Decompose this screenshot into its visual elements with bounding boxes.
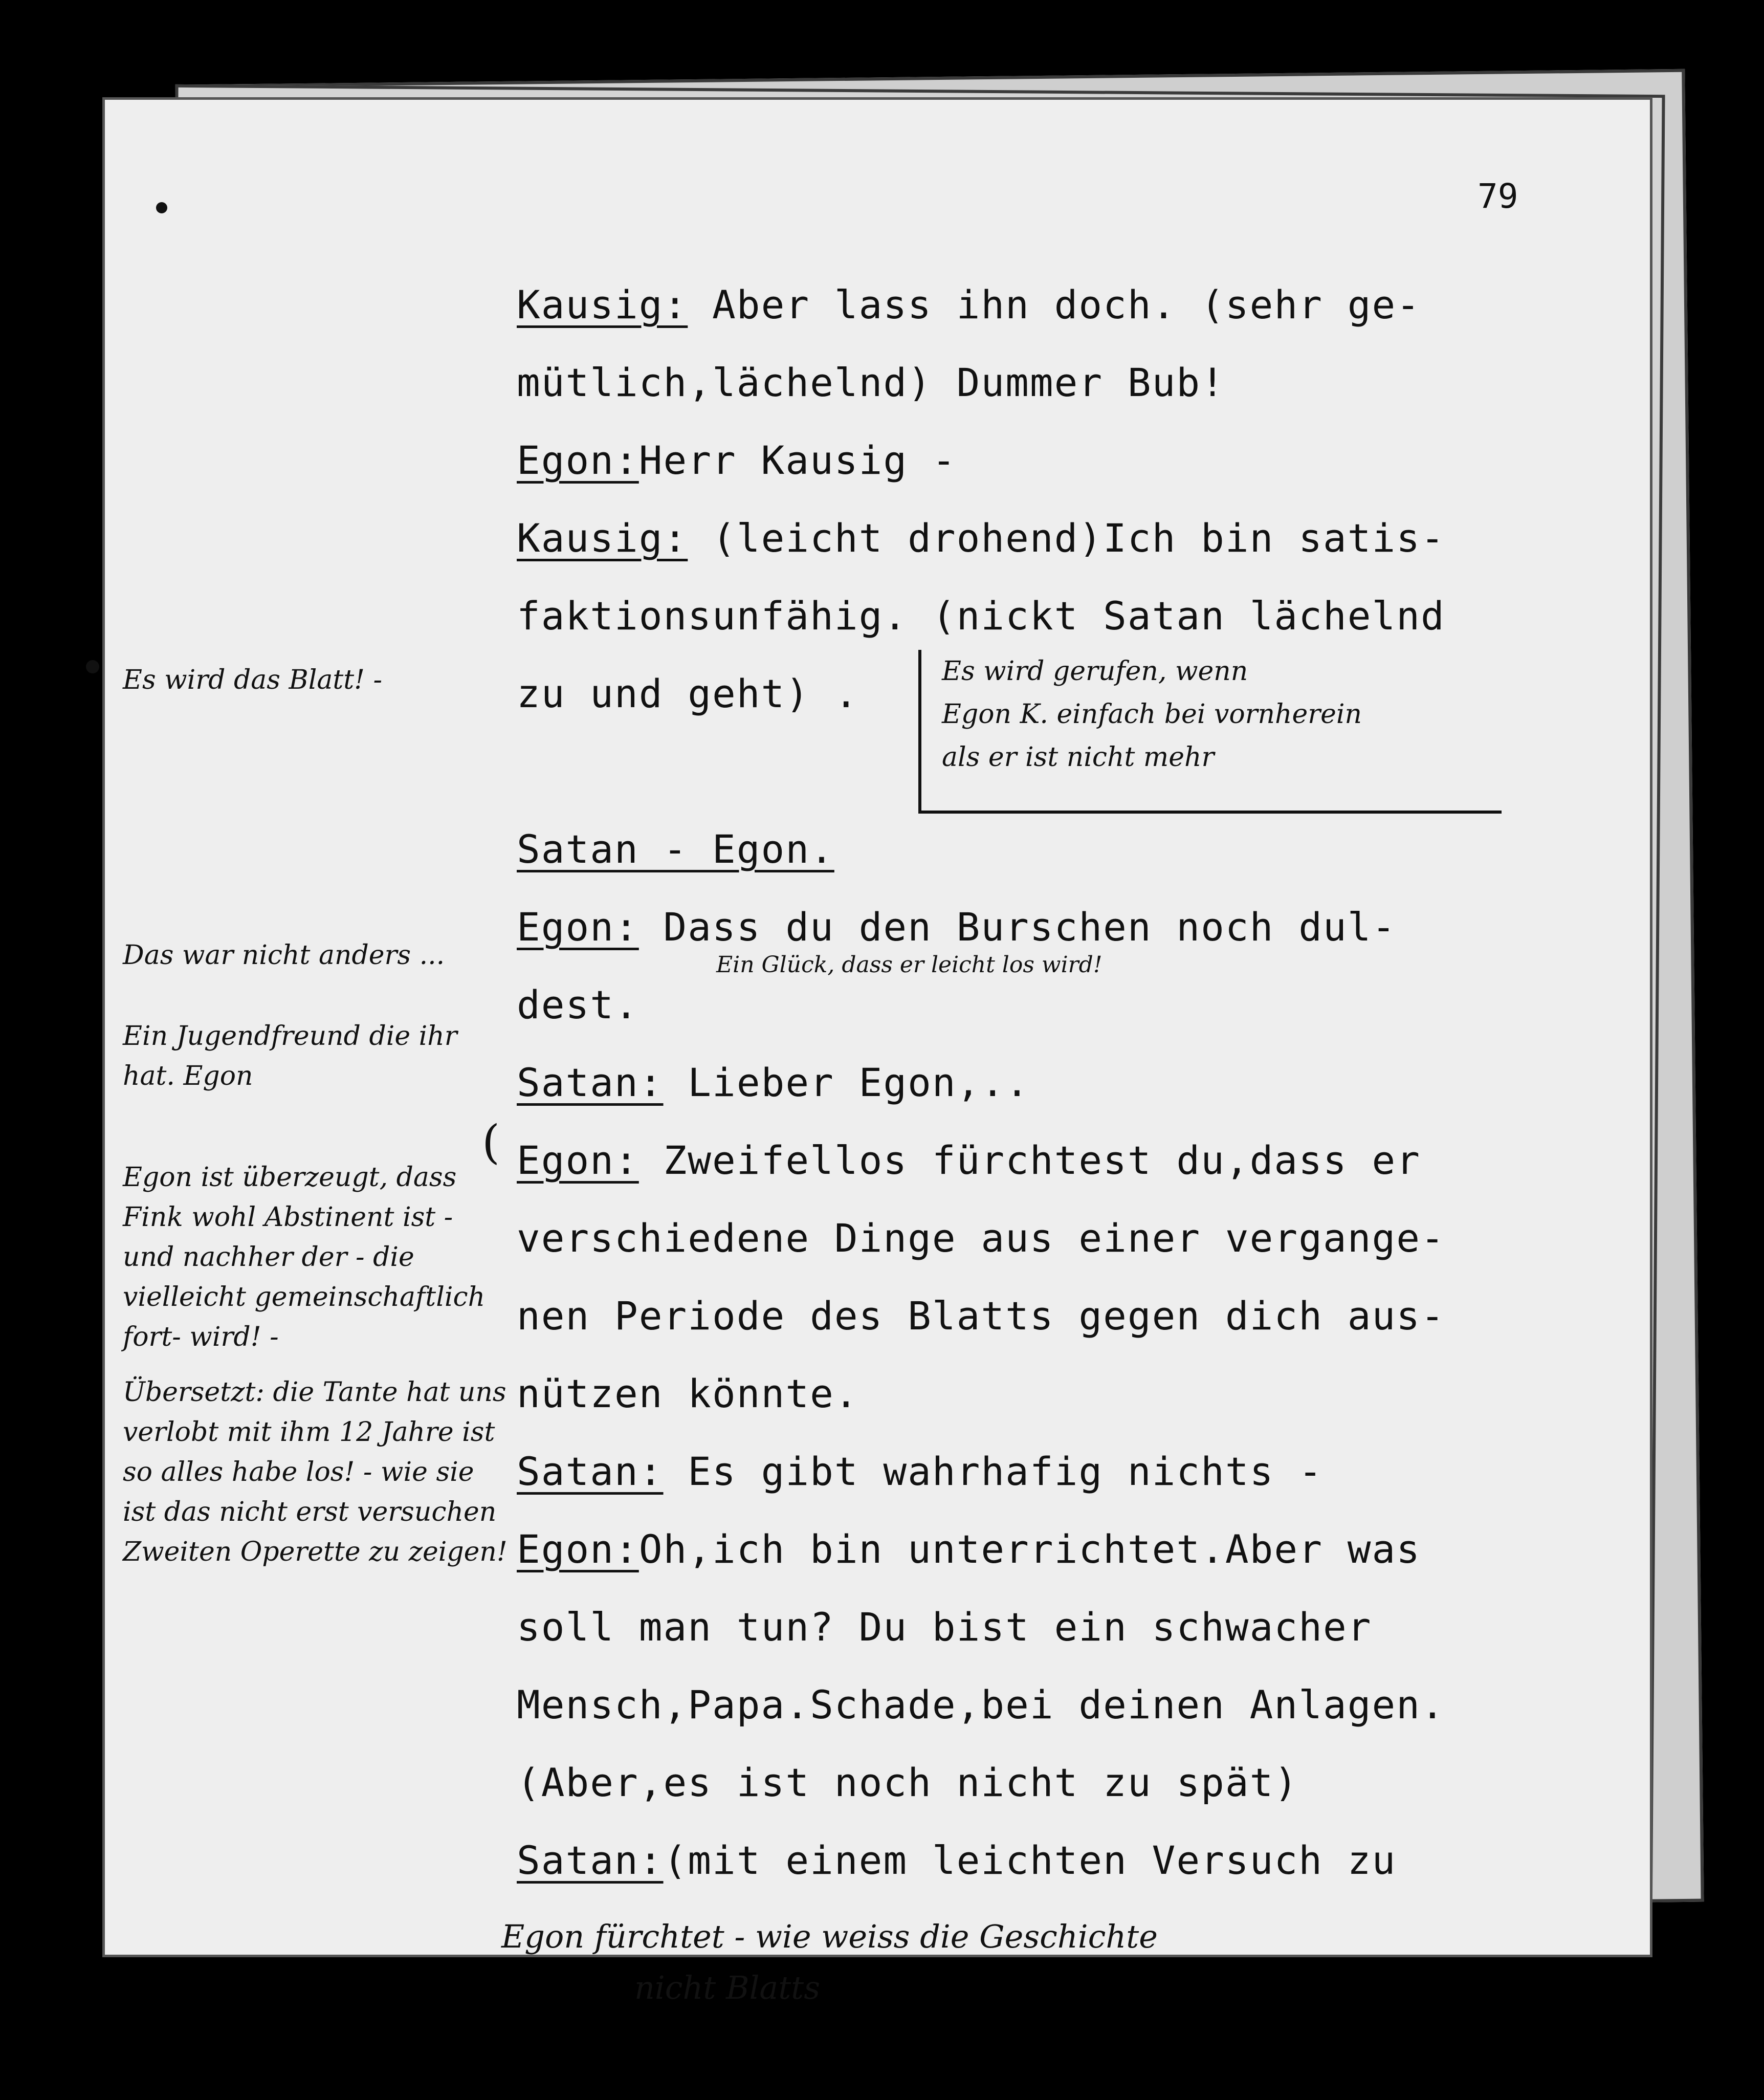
- note-line: als er ist nicht mehr: [942, 742, 1215, 773]
- margin-note: Es wird das Blatt! -: [123, 665, 383, 695]
- ink-dot: [156, 202, 167, 213]
- speaker-name: Satan:: [517, 1838, 664, 1883]
- typescript-line: [517, 1588, 1565, 1666]
- speaker-name: Satan - Egon.: [517, 826, 834, 872]
- line-text: soll man tun? Du bist ein schwacher: [517, 1604, 1372, 1650]
- margin-note: Egon ist überzeugt, dass Fink wohl Abstinent ist - und nachher der - die vielleicht gemeinschaftlich fort- wird! -: [123, 1162, 486, 1352]
- typescript-line: [517, 422, 1565, 499]
- page-number: 79: [1478, 177, 1518, 216]
- margin-bracket: (: [482, 1115, 500, 1169]
- speaker-name: Satan:: [517, 1449, 664, 1494]
- line-text: Herr Kausig -: [638, 438, 957, 483]
- line-text: zu und geht) .: [517, 671, 859, 716]
- typescript-line: [517, 1122, 1565, 1199]
- typescript-body: [517, 266, 1565, 1899]
- speaker-name: Egon:: [517, 1138, 639, 1183]
- note-line: Egon K. einfach bei vornherein: [942, 699, 1362, 730]
- speaker-name: Kausig:: [517, 282, 688, 327]
- margin-note: Das war nicht anders ...: [123, 940, 445, 971]
- line-text: Lieber Egon,..: [663, 1060, 1030, 1105]
- typescript-line: [517, 499, 1565, 577]
- speaker-name: Egon:: [517, 1526, 639, 1572]
- line-text: (mit einem leichten Versuch zu: [663, 1838, 1397, 1883]
- note-line: nicht Blatts: [634, 1969, 821, 2006]
- inline-handwritten-note: Ein Glück, dass er leicht los wird!: [716, 952, 1102, 978]
- ink-dot: [86, 660, 99, 673]
- margin-note: Übersetzt: die Tante hat uns verlobt mit ihm 12 Jahre ist so alles habe los! - wie sie ist das nicht erst versuchen Zweiten Operette zu zeigen!: [123, 1377, 508, 1567]
- note-line: Es wird gerufen, wenn: [942, 656, 1248, 687]
- line-text: mütlich,lächelnd) Dummer Bub!: [517, 360, 1225, 405]
- line-text: Mensch,Papa.Schade,bei deinen Anlagen.: [517, 1682, 1445, 1727]
- typescript-line: [517, 1744, 1565, 1822]
- line-text: verschiedene Dinge aus einer vergange-: [517, 1215, 1445, 1261]
- typescript-line: [517, 1822, 1565, 1899]
- line-text: Es gibt wahrhafig nichts -: [663, 1449, 1323, 1494]
- typescript-line: [517, 1199, 1565, 1277]
- typescript-line: [517, 1666, 1565, 1744]
- line-text: Aber lass ihn doch. (sehr ge-: [688, 282, 1421, 327]
- line-text: faktionsunfähig. (nickt Satan lächelnd: [517, 593, 1445, 639]
- typescript-line: [517, 1433, 1565, 1511]
- typescript-line: [517, 577, 1565, 655]
- line-text: (leicht drohend)Ich bin satis-: [688, 515, 1445, 561]
- line-text: Zweifellos fürchtest du,dass er: [638, 1138, 1421, 1183]
- typescript-line: [517, 1511, 1565, 1588]
- margin-notes: [123, 660, 512, 1582]
- boxed-handwritten-note: [918, 650, 1502, 814]
- margin-note: Ein Jugendfreund die ihr hat. Egon: [123, 1021, 457, 1091]
- typescript-line: [517, 266, 1565, 344]
- line-text: Dass du den Burschen noch dul-: [638, 904, 1397, 950]
- line-text: Oh,ich bin unterrichtet.Aber was: [638, 1526, 1421, 1572]
- bottom-handwritten-note: [501, 1911, 1473, 2014]
- speaker-name: Egon:: [517, 438, 639, 483]
- speaker-name: Kausig:: [517, 515, 688, 561]
- typescript-line: [517, 811, 1565, 888]
- typescript-line: [517, 1044, 1565, 1122]
- typescript-line: [517, 344, 1565, 422]
- line-text: nützen könnte.: [517, 1371, 859, 1416]
- line-text: nen Periode des Blatts gegen dich aus-: [517, 1293, 1445, 1339]
- typescript-line: [517, 1277, 1565, 1355]
- line-text: (Aber,es ist noch nicht zu spät): [517, 1760, 1299, 1805]
- speaker-name: Egon:: [517, 904, 639, 950]
- note-line: Egon fürchtet - wie weiss die Geschichte: [501, 1918, 1158, 1955]
- speaker-name: Satan:: [517, 1060, 664, 1105]
- typescript-line: [517, 1355, 1565, 1433]
- line-text: dest.: [517, 982, 639, 1027]
